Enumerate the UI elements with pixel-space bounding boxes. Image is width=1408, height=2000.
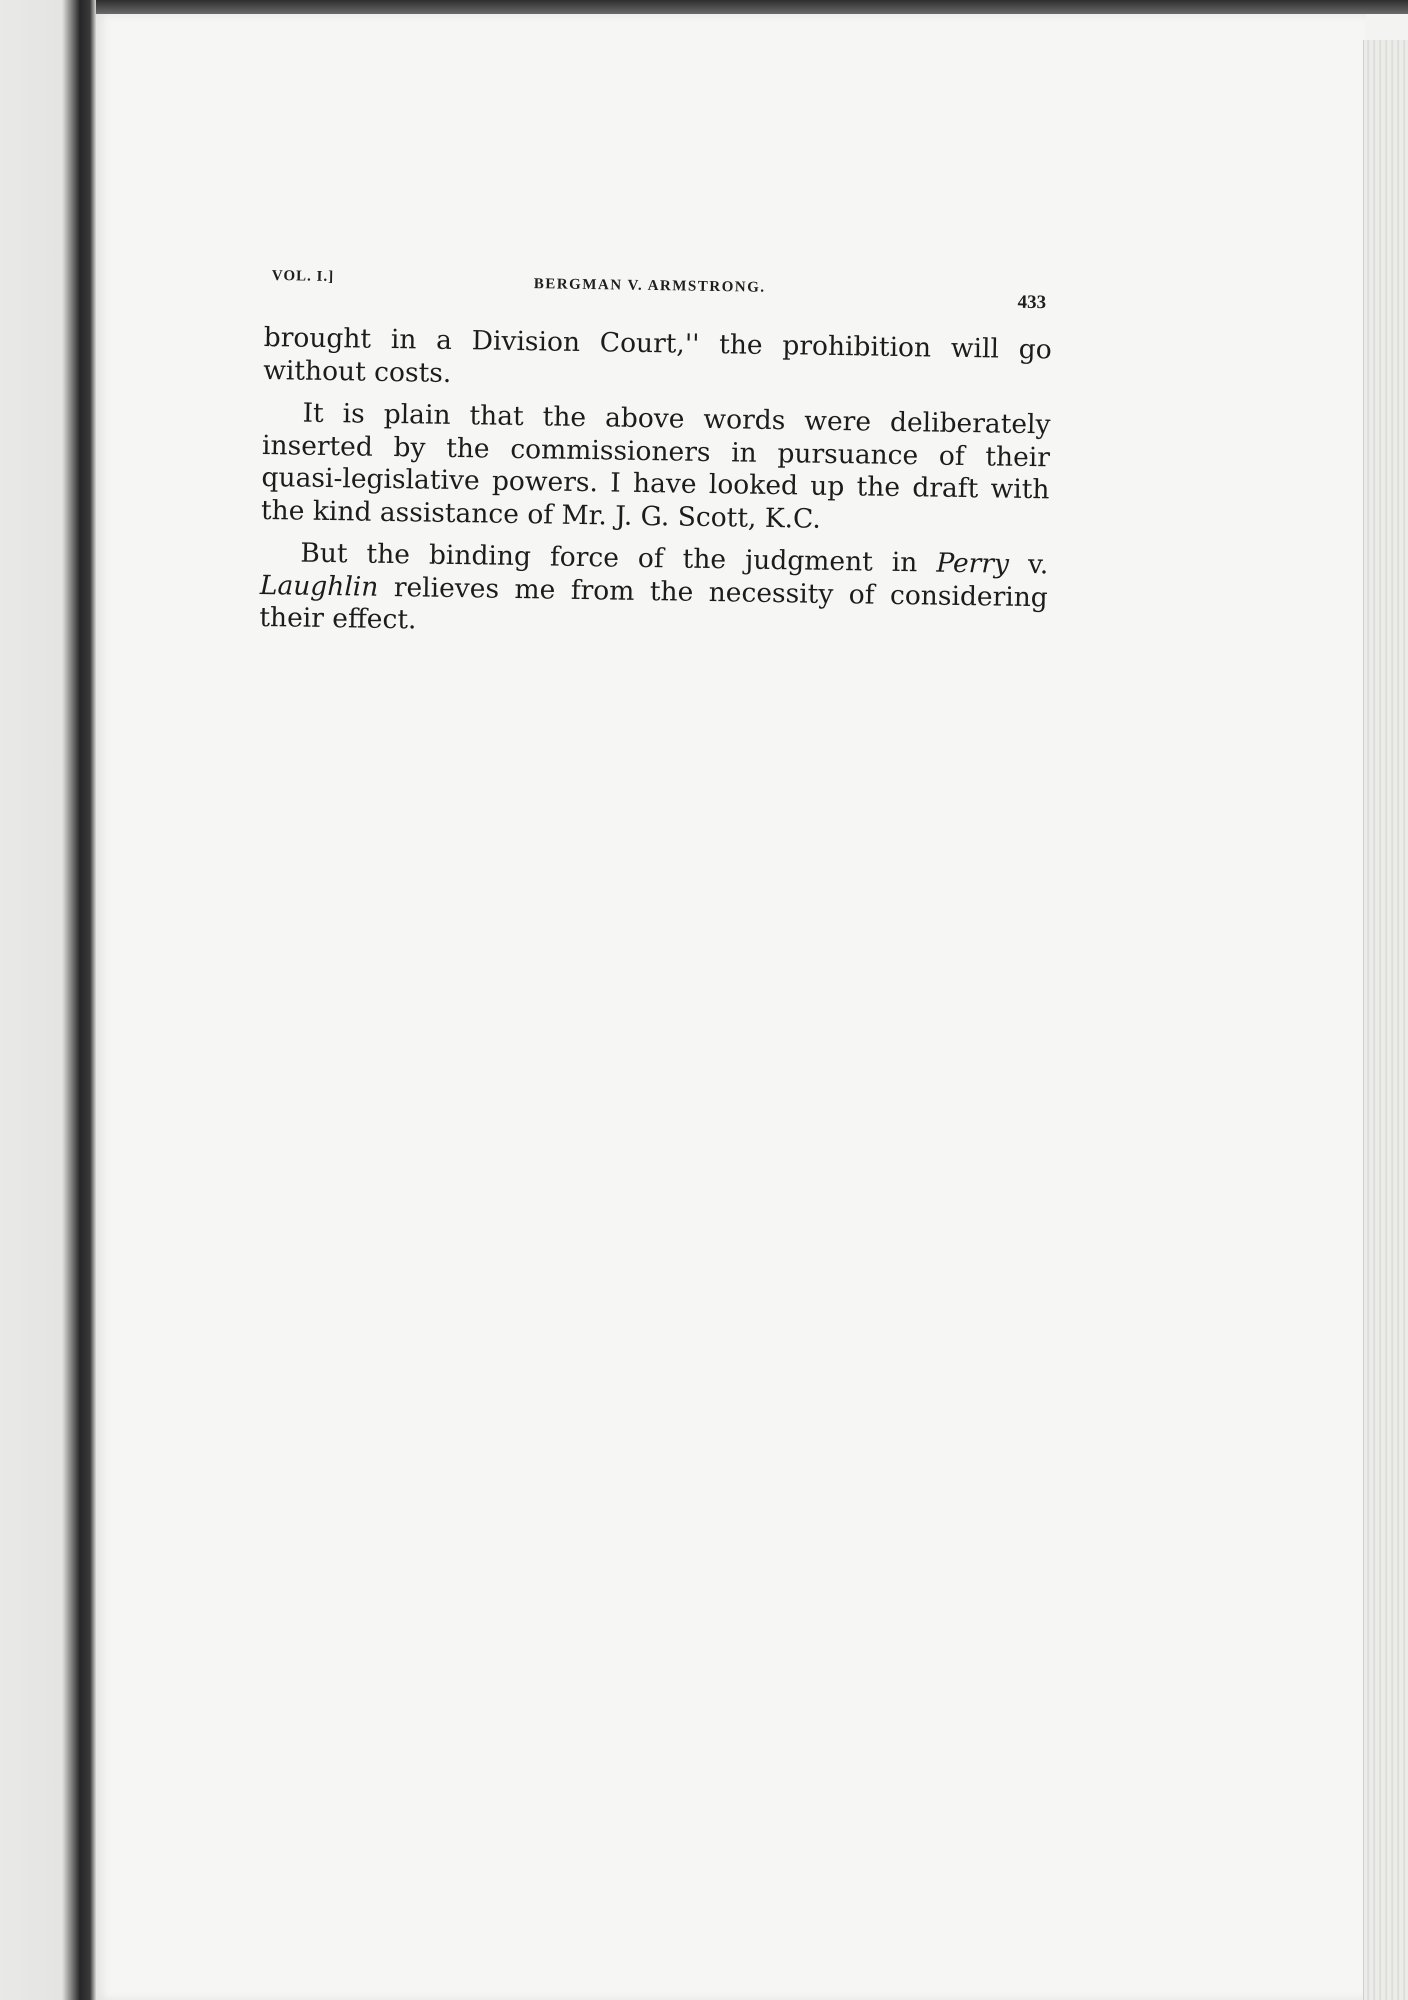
volume-label: VOL. I.] (271, 268, 335, 285)
case-name-laughlin: Laughlin (259, 569, 379, 603)
paragraph-3-part-2: v. (1008, 548, 1049, 581)
paragraph-2: It is plain that the above words were deliberately inserted by the commissioners in pursuance of their quasi-legislative powers. I have looked up the draft with the kind assistance of Mr. J. G. Scott, K.C. (260, 397, 1051, 535)
paragraph-3-part-3: relieves me from the necessity of considering their effect. (259, 571, 1049, 636)
page-edges (1363, 40, 1408, 2000)
paragraph-3-part-1: But the binding force of the judgment in (300, 537, 937, 579)
paragraph-1: brought in a Division Court,'' the prohibition will go without costs. (263, 322, 1052, 389)
book-spine (0, 0, 96, 2000)
top-edge (0, 0, 1408, 14)
body-text (259, 322, 1052, 657)
page-number: 433 (1017, 291, 1047, 314)
case-title: BERGMAN V. ARMSTRONG. (533, 276, 766, 296)
case-name-perry: Perry (936, 547, 1010, 580)
paragraph-3 (259, 537, 1048, 647)
